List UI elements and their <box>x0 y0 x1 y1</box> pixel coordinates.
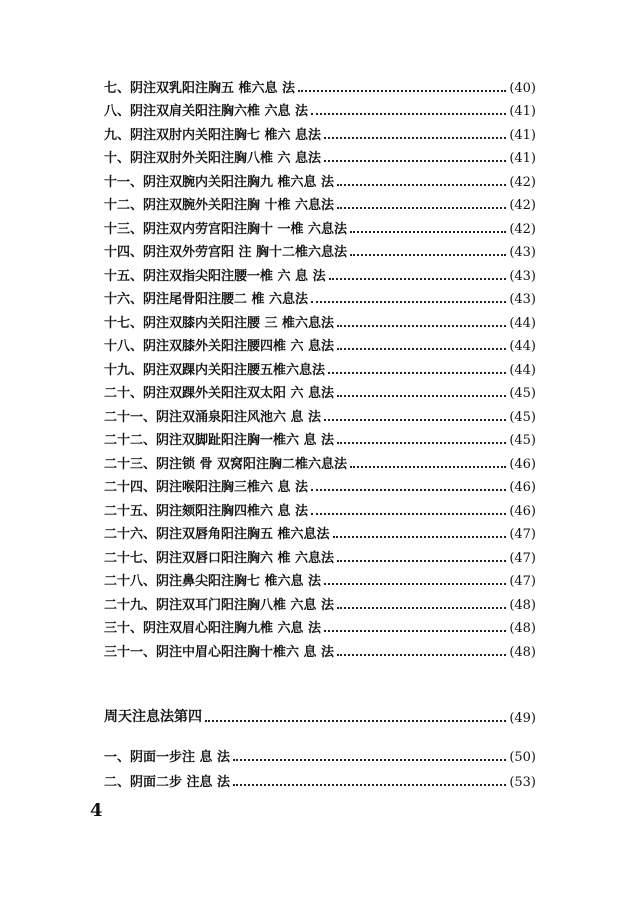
toc-entry-label: 十一、阴注双腕内关阳注胸九 椎六息 法 <box>104 174 335 190</box>
toc-sub-list <box>104 740 536 790</box>
toc-entry-page: (47) <box>509 527 536 542</box>
toc-entry-label: 二十五、阴注颏阳注胸四椎六 息 法 <box>104 503 309 519</box>
leader-dots <box>324 137 506 139</box>
toc-entry-label: 二十七、阴注双唇口阳注胸六 椎 六息法 <box>104 550 335 566</box>
leader-dots <box>337 654 506 656</box>
toc-entry <box>104 589 536 613</box>
toc-entry-page: (45) <box>509 409 536 425</box>
toc-entry <box>104 542 536 566</box>
toc-entry <box>104 354 536 378</box>
toc-entry-page: (50) <box>509 750 536 765</box>
toc-entry-label: 二十二、阴注双脚趾阳注胸一椎六 息 法 <box>104 433 335 448</box>
leader-dots <box>350 466 506 468</box>
toc-entry <box>104 765 536 790</box>
toc-entry-label: 十六、阴注尾骨阳注腰二 椎 六息法 <box>104 292 309 307</box>
leader-dots <box>337 442 506 444</box>
toc-entry-label: 三十一、阴注中眉心阳注胸十椎六 息 法 <box>104 644 335 660</box>
toc-entry-page: (45) <box>509 386 536 401</box>
leader-dots <box>324 419 506 421</box>
toc-entry <box>104 72 536 96</box>
toc-entry-page: (43) <box>509 292 536 307</box>
toc-entry <box>104 378 536 402</box>
toc-entry <box>104 425 536 449</box>
toc-entry-page: (43) <box>509 268 536 284</box>
toc-entry-label: 二十、阴注双踝外关阳注双太阳 六 息法 <box>104 386 335 401</box>
toc-entry <box>104 96 536 120</box>
leader-dots <box>337 184 506 186</box>
toc-entry-page: (44) <box>509 362 536 378</box>
toc-entry-page: (46) <box>509 503 536 519</box>
toc-entry-label: 二十四、阴注喉阳注胸三椎六 息 法 <box>104 480 309 495</box>
toc-entry <box>104 166 536 190</box>
toc-entry-page: (41) <box>509 127 536 143</box>
toc-entry-label: 十八、阴注双膝外关阳注腰四椎 六 息法 <box>104 339 335 354</box>
toc-entry <box>104 143 536 167</box>
toc-entry-page: (48) <box>509 644 536 660</box>
toc-entry <box>104 519 536 543</box>
toc-entry <box>104 237 536 261</box>
toc-entry-label: 十九、阴注双踝内关阳注腰五椎六息法 <box>104 362 326 378</box>
toc-entry <box>104 401 536 425</box>
leader-dots <box>324 630 506 632</box>
toc-entry-label: 周天注息法第四 <box>104 709 202 725</box>
toc-entry <box>104 190 536 214</box>
toc-entry-label: 八、阴注双肩关阳注胸六椎 六息 法 <box>104 104 309 119</box>
toc-entry-page: (53) <box>509 775 536 790</box>
toc-entry-label: 二十九、阴注双耳门阳注胸八椎 六息 法 <box>104 597 335 613</box>
toc-entry-page: (44) <box>509 339 536 354</box>
leader-dots <box>311 301 506 303</box>
leader-dots <box>311 113 506 115</box>
toc-entry-page: (48) <box>509 621 536 636</box>
leader-dots <box>337 560 506 562</box>
leader-dots <box>311 513 506 515</box>
toc-entry-label: 二十三、阴注锁 骨 双窝阳注胸二椎六息法 <box>104 456 348 472</box>
leader-dots <box>324 583 506 585</box>
leader-dots <box>333 536 507 538</box>
toc-entry <box>104 495 536 519</box>
toc-list <box>104 72 536 660</box>
leader-dots <box>350 231 506 233</box>
toc-entry-page: (40) <box>509 80 536 96</box>
toc-entry-label: 十七、阴注双膝内关阳注腰 三 椎六息法 <box>104 315 335 331</box>
toc-entry-label: 二十八、阴注鼻尖阳注胸七 椎六息 法 <box>104 574 322 589</box>
leader-dots <box>337 325 506 327</box>
toc-section-heading <box>104 700 536 726</box>
toc-entry-label: 十、阴注双肘外关阳注胸八椎 六 息法 <box>104 151 322 166</box>
toc-entry <box>104 213 536 237</box>
toc-entry-label: 二、阴面二步 注息 法 <box>104 775 231 790</box>
toc-entry-page: (46) <box>509 480 536 495</box>
toc-entry-label: 十五、阴注双指尖阳注腰一椎 六 息 法 <box>104 268 326 284</box>
toc-entry <box>104 119 536 143</box>
toc-entry-label: 二十六、阴注双唇角阳注胸五 椎六息法 <box>104 527 330 542</box>
toc-entry-page: (47) <box>509 574 536 589</box>
toc-entry <box>104 613 536 637</box>
leader-dots <box>205 720 506 722</box>
toc-entry <box>104 307 536 331</box>
toc-entry-page: (41) <box>509 104 536 119</box>
toc-entry-label: 三十、阴注双眉心阳注胸九椎 六息 法 <box>104 621 322 636</box>
leader-dots <box>311 489 506 491</box>
leader-dots <box>350 254 506 256</box>
toc-entry <box>104 448 536 472</box>
toc-entry-label: 二十一、阴注双涌泉阳注风池六 息 法 <box>104 409 322 425</box>
toc-entry <box>104 331 536 355</box>
toc-entry-page: (46) <box>509 456 536 472</box>
leader-dots <box>233 759 506 761</box>
toc-entry-label: 九、阴注双肘内关阳注胸七 椎六 息法 <box>104 127 322 143</box>
toc-entry-label: 七、阴注双乳阳注胸五 椎六息 法 <box>104 80 296 96</box>
leader-dots <box>233 784 506 786</box>
toc-entry-page: (45) <box>509 433 536 448</box>
toc-entry <box>104 740 536 765</box>
toc-entry-label: 十二、阴注双腕外关阳注胸 十椎 六息法 <box>104 198 335 213</box>
toc-entry <box>104 260 536 284</box>
leader-dots <box>337 607 506 609</box>
toc-entry <box>104 566 536 590</box>
leader-dots <box>328 372 506 374</box>
toc-entry-label: 十四、阴注双外劳宫阳 注 胸十二椎六息法 <box>104 245 348 260</box>
leader-dots <box>337 348 506 350</box>
leader-dots <box>324 160 506 162</box>
toc-entry-page: (48) <box>509 597 536 613</box>
toc-entry <box>104 636 536 660</box>
leader-dots <box>337 395 506 397</box>
page-number: 4 <box>90 800 103 821</box>
toc-entry-label: 一、阴面一步注 息 法 <box>104 750 231 765</box>
toc-entry <box>104 472 536 496</box>
toc-entry-page: (44) <box>509 315 536 331</box>
leader-dots <box>329 278 507 280</box>
toc-entry-page: (42) <box>509 174 536 190</box>
toc-entry-page: (42) <box>509 221 536 237</box>
toc-entry-page: (43) <box>509 245 536 260</box>
toc-entry-page: (47) <box>509 550 536 566</box>
toc-entry-page: (42) <box>509 198 536 213</box>
leader-dots <box>298 90 506 92</box>
toc-entry <box>104 700 536 726</box>
toc-entry-page: (49) <box>509 711 536 726</box>
leader-dots <box>337 207 506 209</box>
toc-entry-label: 十三、阴注双内劳宫阳注胸十 一椎 六息法 <box>104 221 348 237</box>
toc-entry <box>104 284 536 308</box>
toc-entry-page: (41) <box>509 151 536 166</box>
